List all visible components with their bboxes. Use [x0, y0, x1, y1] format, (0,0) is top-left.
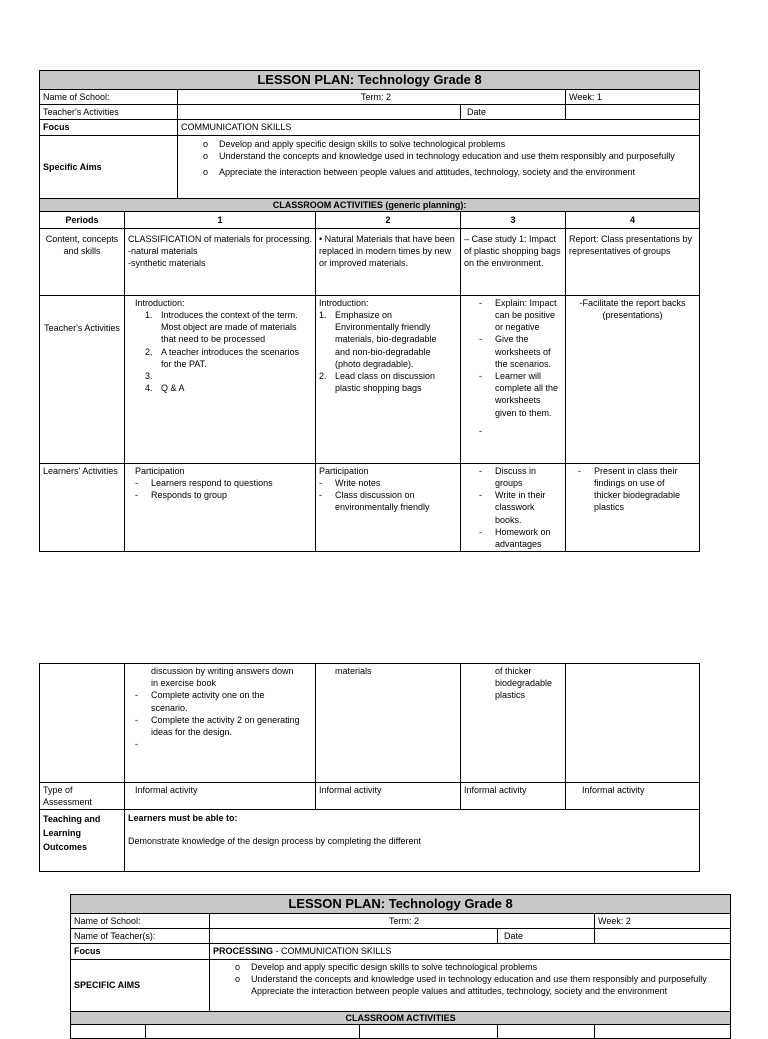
dash-icon: -	[135, 490, 138, 501]
period-header-cell	[146, 1024, 360, 1038]
dash-icon: -	[479, 490, 482, 501]
lesson-plan-title: LESSON PLAN: Technology Grade 8	[40, 71, 700, 90]
list-item	[479, 489, 559, 526]
dash-icon: -	[479, 425, 482, 436]
learners-activities-period-4	[566, 463, 700, 551]
period-header-cell	[360, 1024, 498, 1038]
list-number: 1.	[145, 310, 153, 321]
learners-activities-period-3	[461, 463, 566, 551]
participation-label: Participation	[319, 465, 369, 476]
lesson-plan-table-week-1	[39, 70, 700, 552]
participation-label: Participation	[135, 465, 185, 476]
teacher-name-value	[178, 105, 461, 120]
teacher-activities-period-3	[461, 295, 566, 463]
aim-text: Understand the concepts and knowledge used in technology education and use them responsibly and purposefully	[219, 150, 675, 161]
focus-value	[210, 944, 731, 959]
bullet-icon: o	[203, 150, 209, 161]
teacher-activities-period-4: -Facilitate the report backs (presentations)	[566, 295, 700, 463]
specific-aims-label: Specific Aims	[40, 135, 178, 198]
teacher-activities-label: Teacher's Activities	[40, 295, 125, 463]
aim-text: Understand the concepts and knowledge used in technology education and use them responsibly and purposefully	[251, 973, 707, 984]
list-item	[319, 370, 454, 394]
outcomes-label: Teaching and Learning Outcomes	[40, 810, 125, 872]
outcomes-cell	[125, 810, 700, 872]
date-value	[595, 929, 731, 944]
dash-icon: -	[135, 690, 138, 701]
list-text: Present in class their findings on use of thicker biodegradable plastics	[594, 465, 681, 513]
aim-text: Develop and apply specific design skills to solve technological problems	[251, 961, 538, 972]
list-item	[319, 477, 454, 489]
focus-bold: PROCESSING	[213, 946, 274, 957]
term-cell	[210, 914, 595, 929]
list-text: Learners respond to questions	[151, 478, 273, 489]
list-text: Write in their classwork books.	[495, 490, 546, 525]
school-label: Name of School:	[40, 90, 178, 105]
list-item	[578, 465, 693, 514]
learners-activities-label: Learners' Activities	[40, 463, 125, 551]
classroom-activities-header: CLASSROOM ACTIVITIES	[71, 1011, 731, 1024]
list-number: 4.	[145, 383, 153, 394]
list-text: Responds to group	[151, 490, 228, 501]
learners-activities-period-2	[316, 463, 461, 551]
content-period-2: • Natural Materials that have been replaced in modern times by new or improved materials.	[316, 228, 461, 295]
list-item	[319, 309, 454, 370]
list-text: Learner will complete all the worksheets given to them.	[495, 371, 559, 418]
list-text: Homework on advantages	[495, 526, 551, 550]
week-label: Week: 1	[566, 90, 700, 105]
term-cell	[178, 90, 566, 105]
continuation-period-2	[316, 664, 461, 783]
list-number: 2.	[319, 371, 327, 382]
continuation-period-4	[566, 664, 700, 783]
assessment-period-3: Informal activity	[461, 783, 566, 810]
content-text: -natural materials	[128, 246, 198, 257]
dash-icon: -	[479, 334, 482, 345]
aim-text: Appreciate the interaction between people values and attitudes, technology, society and the environment	[251, 986, 668, 997]
periods-label: Periods	[40, 211, 125, 228]
list-item	[145, 346, 303, 370]
date-label: Date	[498, 929, 595, 944]
period-header-cell	[595, 1024, 731, 1038]
list-text: Introduces the context of the term. Most object are made of materials that need to be processed	[161, 310, 298, 345]
intro-label: Introduction:	[135, 297, 185, 308]
list-item	[135, 489, 303, 501]
bullet-icon: o	[235, 961, 241, 972]
continuation-label-cell	[40, 664, 125, 783]
specific-aims-label: SPECIFIC AIMS	[71, 959, 210, 1011]
list-item	[135, 714, 303, 738]
list-item	[479, 425, 559, 437]
intro-label: Introduction:	[319, 297, 369, 308]
bullet-icon: o	[203, 138, 209, 149]
list-text: Emphasize on Environmentally friendly materials, bio-degradable and non-bio-degradable (photo degradable).	[335, 310, 437, 369]
content-period-3: – Case study 1: Impact of plastic shopping bags on the environment.	[461, 228, 566, 295]
assessment-type-label: Type of Assessment	[40, 783, 125, 810]
continuation-text: of thicker biodegradable plastics	[495, 666, 553, 701]
list-text: Discuss in groups	[495, 465, 537, 489]
lesson-plan-continuation-table	[39, 663, 700, 872]
list-number: 3.	[145, 371, 153, 382]
aim-item	[181, 166, 696, 178]
dash-icon: -	[479, 465, 482, 476]
week-label: Week: 2	[595, 914, 731, 929]
aim-item	[181, 138, 696, 150]
content-text: -synthetic materials	[128, 258, 206, 269]
list-item	[479, 333, 559, 370]
focus-label: Focus	[40, 120, 178, 135]
period-header-cell	[71, 1024, 146, 1038]
list-number: 2.	[145, 346, 153, 357]
list-text: Explain: Impact can be positive or negative	[495, 297, 557, 333]
aim-item	[213, 961, 727, 973]
teacher-name-label: Name of Teacher(s):	[71, 929, 210, 944]
period-2-header: 2	[316, 211, 461, 228]
content-period-4: Report: Class presentations by representatives of groups	[566, 228, 700, 295]
continuation-text: discussion by writing answers down in exercise book	[151, 666, 294, 689]
date-label: Date	[461, 105, 566, 120]
outcomes-heading: Learners must be able to:	[128, 813, 238, 824]
content-period-1	[125, 228, 316, 295]
list-text: Q & A	[161, 383, 185, 394]
list-text: A teacher introduces the scenarios for the PAT.	[161, 346, 300, 369]
assessment-period-2: Informal activity	[316, 783, 461, 810]
dash-icon: -	[319, 478, 322, 489]
list-item	[319, 489, 454, 513]
list-text: Write notes	[335, 478, 381, 489]
list-item	[479, 465, 559, 489]
outcomes-text: Demonstrate knowledge of the design process by completing the different	[128, 835, 422, 846]
list-item	[145, 382, 303, 394]
teacher-activities-period-1	[125, 295, 316, 463]
focus-value: COMMUNICATION SKILLS	[178, 120, 700, 135]
list-text: Give the worksheets of the scenarios.	[495, 334, 552, 369]
aim-item	[213, 985, 727, 997]
list-item	[479, 297, 559, 334]
focus-label: Focus	[71, 944, 210, 959]
period-header-cell	[498, 1024, 595, 1038]
assessment-period-4: Informal activity	[566, 783, 700, 810]
list-item	[135, 477, 303, 489]
aim-item	[213, 973, 727, 985]
assessment-period-1: Informal activity	[125, 783, 316, 810]
focus-rest: - COMMUNICATION SKILLS	[273, 946, 392, 957]
aim-text: Develop and apply specific design skills to solve technological problems	[219, 138, 506, 149]
learners-activities-period-1	[125, 463, 316, 551]
teacher-name-label: Teacher's Activities	[40, 105, 178, 120]
aim-item	[181, 150, 696, 162]
dash-icon: -	[578, 465, 581, 476]
classroom-activities-header: CLASSROOM ACTIVITIES (generic planning):	[40, 198, 700, 211]
list-item	[479, 526, 559, 550]
term-label: Term: 2	[389, 916, 420, 926]
school-label: Name of School:	[71, 914, 210, 929]
continuation-text: materials	[335, 666, 372, 676]
list-text: Complete activity one on the scenario.	[151, 690, 265, 713]
dash-icon: -	[135, 478, 138, 489]
specific-aims-list	[178, 135, 700, 198]
continuation-period-3	[461, 664, 566, 783]
period-3-header: 3	[461, 211, 566, 228]
dash-icon: -	[319, 490, 322, 501]
list-text: Class discussion on environmentally friendly	[335, 490, 430, 513]
list-text: Complete the activity 2 on generating ideas for the design.	[151, 714, 300, 738]
teacher-activities-period-2	[316, 295, 461, 463]
date-value	[566, 105, 700, 120]
lesson-plan-table-week-2	[70, 894, 731, 1039]
period-4-header: 4	[566, 211, 700, 228]
bullet-icon: o	[203, 167, 209, 178]
list-item	[145, 309, 303, 346]
list-item	[479, 370, 559, 419]
dash-icon: -	[479, 371, 482, 382]
list-item	[135, 738, 303, 750]
term-label: Term: 2	[361, 92, 392, 102]
bullet-icon: o	[235, 973, 241, 984]
lesson-plan-title: LESSON PLAN: Technology Grade 8	[71, 895, 731, 914]
list-item	[135, 689, 303, 713]
dash-icon: -	[135, 714, 138, 725]
specific-aims-list	[210, 959, 731, 1011]
dash-icon: -	[479, 297, 482, 308]
aim-text: Appreciate the interaction between people values and attitudes, technology, society and the environment	[219, 167, 636, 178]
content-concepts-label: Content, concepts and skills	[40, 228, 125, 295]
list-item	[145, 370, 303, 382]
list-number: 1.	[319, 310, 327, 321]
dash-icon: -	[479, 526, 482, 537]
content-text: CLASSIFICATION of materials for processing.	[128, 233, 312, 244]
period-1-header: 1	[125, 211, 316, 228]
continuation-period-1	[125, 664, 316, 783]
dash-icon: -	[135, 739, 138, 750]
list-text: Lead class on discussion plastic shopping bags	[335, 371, 436, 394]
teacher-name-value	[210, 929, 498, 944]
